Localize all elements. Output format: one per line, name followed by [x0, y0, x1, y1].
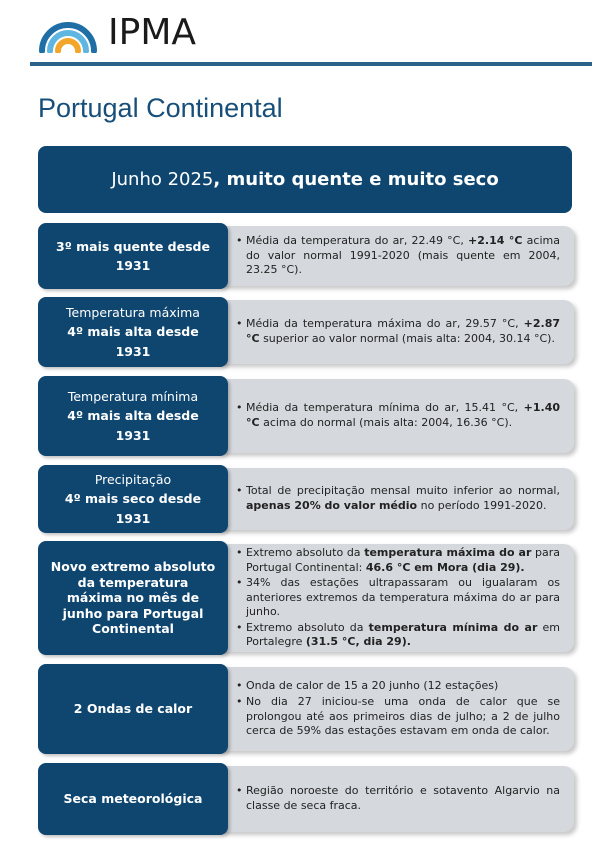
- bullet-text: em Portalegre: [246, 620, 560, 649]
- row-label: [38, 297, 228, 367]
- bullet-text: Média da temperatura do ar, 22.49 °C,: [246, 234, 469, 248]
- row-label-line: Seca meteorológica: [63, 791, 203, 807]
- bullet-bold-text: +1.40 °C: [246, 401, 560, 429]
- bullet-item: [246, 784, 560, 813]
- bullet-text: para Portugal Continental:: [246, 546, 561, 574]
- page-title: Portugal Continental: [38, 93, 283, 123]
- bullet-text: Extremo absoluto da: [246, 620, 369, 634]
- bullet-bold-text: apenas 20% do valor médio: [246, 499, 418, 512]
- row-label-line: 2 Ondas de calor: [73, 701, 193, 717]
- row-label-line: Temperatura mínima: [67, 388, 199, 404]
- ipma-logo[interactable]: [36, 12, 196, 53]
- title-banner: [38, 146, 572, 213]
- row-label: [38, 223, 228, 289]
- bullet-item: [246, 401, 560, 430]
- bullet-text: no período 1991-2020.: [417, 499, 547, 512]
- bullet-text: Onda de calor de 15 a 20 junho (12 estações): [246, 679, 499, 693]
- row-label-line: Novo extremo absoluto da temperatura máxima no mês de junho para Portugal Continental: [50, 558, 216, 637]
- banner-month: Junho 2025: [111, 169, 214, 190]
- row-min-temperature: [38, 376, 574, 456]
- row-label: [38, 763, 228, 835]
- bullet-text: 34% das estações ultrapassaram ou igualaram os anteriores extremos da temperatura máxima do ar para junho.: [246, 576, 560, 619]
- bullet-item: [246, 317, 560, 346]
- row-label: [38, 465, 228, 533]
- bullet-bold-text: +2.87 °C: [246, 317, 560, 345]
- bullet-text: Região noroeste do território e sotavento Algarvio na classe de seca fraca.: [246, 784, 560, 812]
- logo-text: IPMA: [108, 12, 197, 53]
- bullet-item: [246, 484, 560, 513]
- row-label-line: 3º mais quente desde 1931: [56, 238, 210, 273]
- bullet-item: [246, 546, 560, 575]
- ipma-rainbow-logo-icon: [36, 13, 100, 53]
- bullet-text: acima do normal (mais alta: 2004, 16.36 °C).: [259, 416, 513, 429]
- bullet-bold-text: temperatura mínima do ar: [368, 620, 538, 634]
- row-ranking-temperature: [38, 223, 574, 289]
- bullet-bold-text: temperatura máxima do ar: [364, 546, 532, 560]
- bullet-text: acima do valor normal 1991-2020 (mais quente em 2004, 23.25 °C).: [246, 234, 560, 277]
- banner-summary: , muito quente e muito seco: [213, 169, 499, 190]
- row-details: [216, 544, 574, 652]
- bullet-text: No dia 27 iniciou-se uma onda de calor que se prolongou até aos primeiros dias de julho; a 2 de julho cerca de 59% das estações estavam em onda de calor.: [246, 694, 560, 738]
- row-details: [216, 468, 574, 530]
- row-label-line: 4º mais alta desde 1931: [67, 324, 199, 359]
- row-label-line: Precipitação: [94, 471, 172, 487]
- row-details: [216, 667, 574, 751]
- bullet-text: superior ao valor normal (mais alta: 2004, 30.14 °C).: [259, 332, 555, 345]
- row-label: [38, 664, 228, 754]
- bullet-item: [246, 621, 560, 650]
- row-label-line: 4º mais seco desde 1931: [64, 491, 202, 526]
- row-details: [216, 766, 574, 832]
- bullet-item: [246, 576, 560, 620]
- bullet-item: [246, 234, 560, 278]
- row-absolute-extreme: [38, 541, 574, 655]
- row-drought: [38, 763, 574, 835]
- header-divider: [30, 62, 592, 66]
- row-heat-waves: [38, 664, 574, 754]
- bullet-text: Extremo absoluto da: [246, 546, 365, 560]
- row-precipitation: [38, 465, 574, 533]
- bullet-item: [246, 679, 560, 694]
- bullet-bold-text: +2.14 °C: [468, 234, 523, 248]
- bullet-bold-text: 46.6 °C em Mora (dia 29).: [365, 560, 525, 574]
- row-label: [38, 376, 228, 456]
- bullet-bold-text: (31.5 °C, dia 29).: [305, 635, 411, 649]
- row-label-line: Temperatura máxima: [66, 304, 200, 320]
- row-details: [216, 300, 574, 364]
- row-details: [216, 379, 574, 453]
- bullet-text: Média da temperatura máxima do ar, 29.57 °C,: [246, 317, 524, 331]
- bullet-text: Média da temperatura mínima do ar, 15.41 °C,: [246, 401, 524, 415]
- header: [0, 0, 615, 70]
- bullet-item: [246, 695, 560, 739]
- row-label-line: 4º mais alta desde 1931: [67, 408, 199, 443]
- row-max-temperature: [38, 297, 574, 367]
- row-label: [38, 541, 228, 655]
- bullet-text: Total de precipitação mensal muito inferior ao normal,: [246, 484, 560, 498]
- row-details: [216, 226, 574, 286]
